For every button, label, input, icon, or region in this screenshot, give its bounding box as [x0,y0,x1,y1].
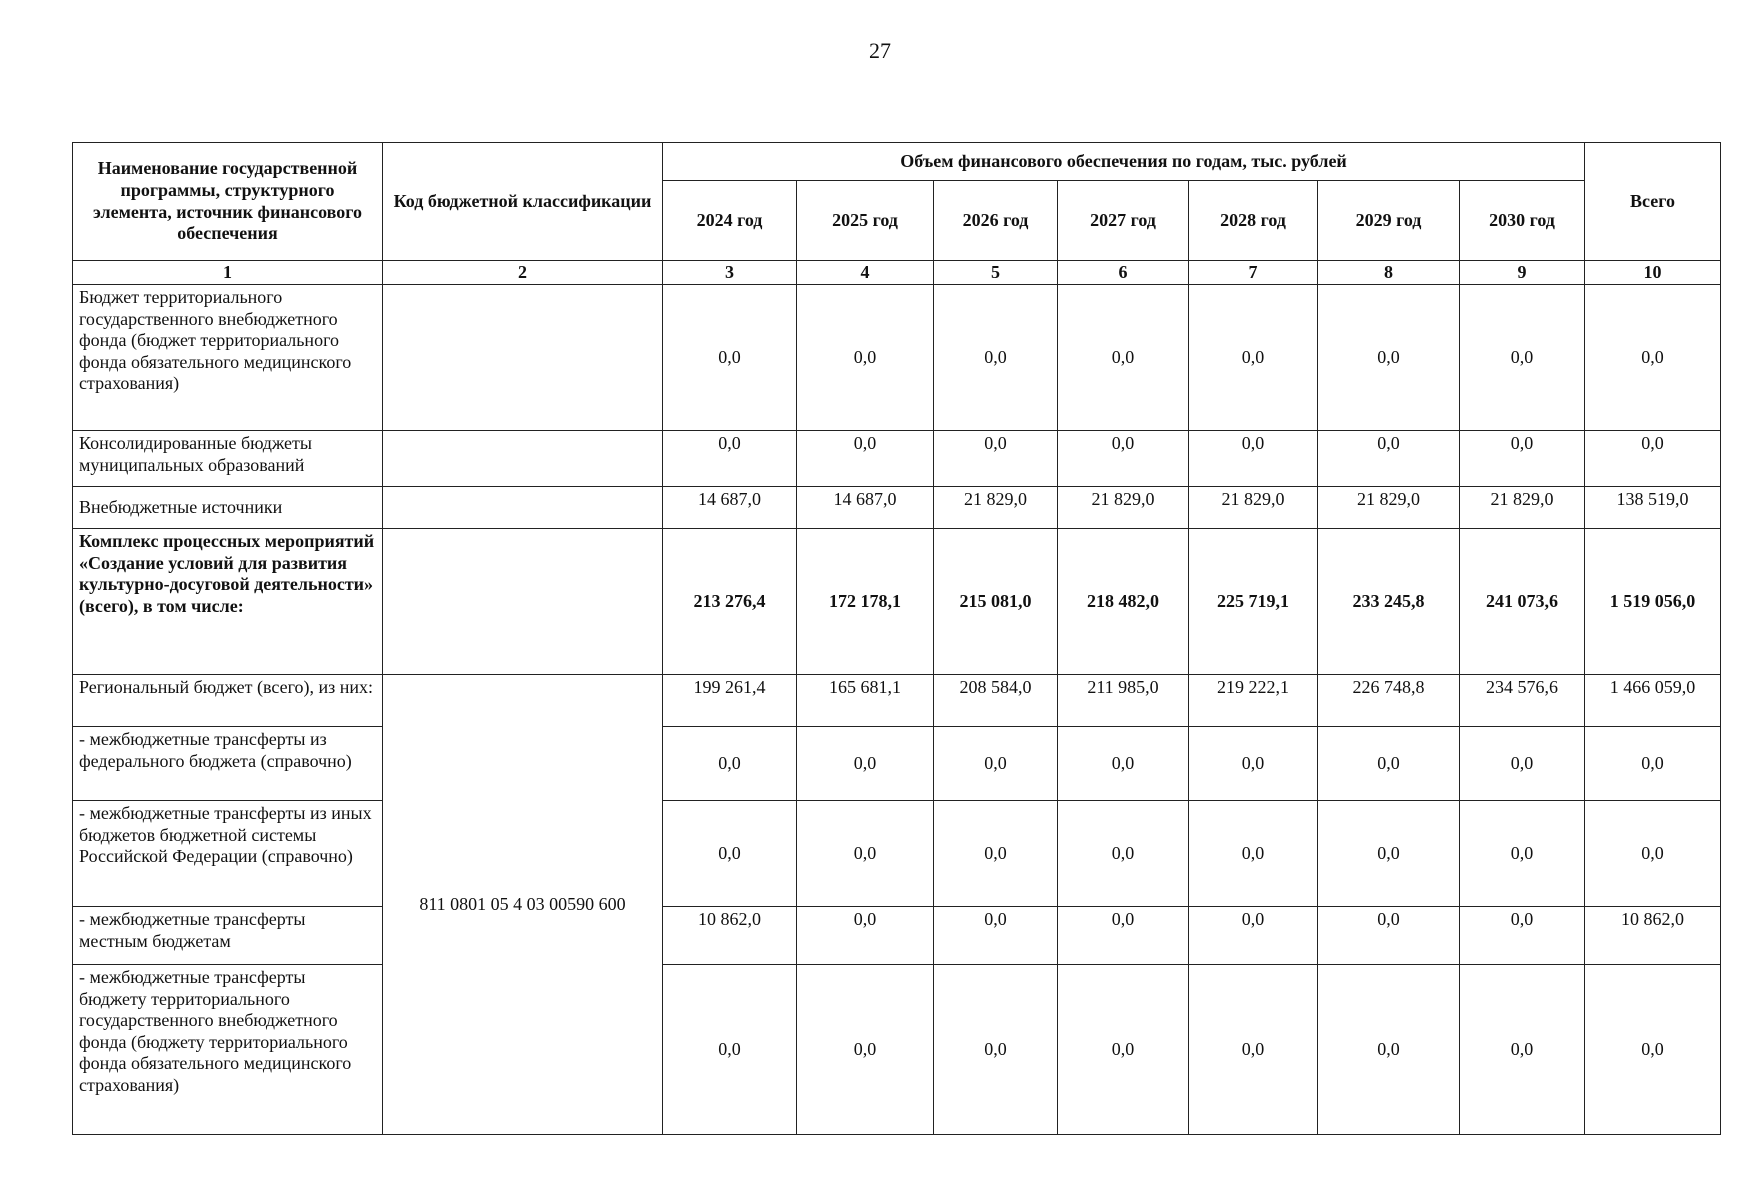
row-value: 0,0 [934,727,1058,801]
header-year: 2027 год [1058,181,1189,261]
table-row [73,907,1721,965]
row-value: 21 829,0 [1460,487,1585,529]
row-value: 234 576,6 [1460,675,1585,727]
row-value: 0,0 [1585,965,1721,1135]
row-value: 0,0 [1058,965,1189,1135]
column-number: 8 [1318,261,1460,285]
row-value: 0,0 [1189,727,1318,801]
row-value: 0,0 [934,907,1058,965]
row-name: - межбюджетные трансферты из федерального бюджета (справочно) [73,727,383,801]
table-row [73,801,1721,907]
row-value: 241 073,6 [1460,529,1585,675]
row-value: 0,0 [934,801,1058,907]
table-row [73,965,1721,1135]
row-value: 0,0 [1460,727,1585,801]
table-row [73,487,1721,529]
row-value: 0,0 [797,727,934,801]
row-name: Бюджет территориального государственного внебюджетного фонда (бюджет территориального фонда обязательного медицинского страхования) [73,285,383,431]
row-code [383,431,663,487]
row-value: 0,0 [934,965,1058,1135]
header-total: Всего [1585,143,1721,261]
row-value: 0,0 [1585,285,1721,431]
row-value: 0,0 [797,907,934,965]
row-value: 10 862,0 [1585,907,1721,965]
row-value: 0,0 [1058,727,1189,801]
row-value: 213 276,4 [663,529,797,675]
row-value: 0,0 [1189,431,1318,487]
row-value: 10 862,0 [663,907,797,965]
row-value: 1 519 056,0 [1585,529,1721,675]
row-value: 0,0 [1058,801,1189,907]
column-number: 2 [383,261,663,285]
table-row [73,675,1721,727]
row-value: 0,0 [1189,907,1318,965]
row-value: 1 466 059,0 [1585,675,1721,727]
row-value: 0,0 [663,727,797,801]
row-value: 0,0 [1318,801,1460,907]
row-value: 0,0 [1460,907,1585,965]
page-number: 27 [869,38,891,63]
header-year: 2025 год [797,181,934,261]
header-name: Наименование государственной программы, структурного элемента, источник финансового обеспечения [73,143,383,261]
column-number: 6 [1058,261,1189,285]
row-value: 0,0 [1058,907,1189,965]
row-value: 0,0 [797,431,934,487]
row-value: 0,0 [1318,285,1460,431]
header-year: 2024 год [663,181,797,261]
row-name: - межбюджетные трансферты из иных бюджетов бюджетной системы Российской Федерации (справочно) [73,801,383,907]
row-value: 0,0 [1585,727,1721,801]
row-value: 14 687,0 [797,487,934,529]
column-number: 1 [73,261,383,285]
row-name: Внебюджетные источники [73,487,383,529]
row-value: 0,0 [663,431,797,487]
row-value: 0,0 [1460,801,1585,907]
row-value: 0,0 [1318,965,1460,1135]
row-code [383,487,663,529]
row-value: 0,0 [1460,431,1585,487]
row-value: 21 829,0 [1318,487,1460,529]
row-value: 211 985,0 [1058,675,1189,727]
row-name: Комплекс процессных мероприятий «Создание условий для развития культурно-досуговой деятельности» (всего), в том числе: [73,529,383,675]
row-value: 0,0 [1189,965,1318,1135]
row-value: 14 687,0 [663,487,797,529]
column-number: 5 [934,261,1058,285]
row-value: 0,0 [663,801,797,907]
column-number: 4 [797,261,934,285]
row-value: 0,0 [1058,285,1189,431]
row-value: 138 519,0 [1585,487,1721,529]
column-number: 10 [1585,261,1721,285]
row-code [383,529,663,675]
row-value: 0,0 [663,285,797,431]
row-value: 0,0 [1318,727,1460,801]
header-year: 2030 год [1460,181,1585,261]
row-value: 0,0 [797,801,934,907]
table-row [73,431,1721,487]
row-value: 225 719,1 [1189,529,1318,675]
row-value: 0,0 [1585,431,1721,487]
row-name: - межбюджетные трансферты бюджету территориального государственного внебюджетного фонда (бюджету территориального фонда обязательного медицинского страхования) [73,965,383,1135]
row-value: 219 222,1 [1189,675,1318,727]
column-number: 7 [1189,261,1318,285]
row-value: 21 829,0 [1058,487,1189,529]
row-value: 0,0 [1460,965,1585,1135]
row-value: 0,0 [1189,801,1318,907]
financing-table [72,142,1721,1135]
row-value: 0,0 [1460,285,1585,431]
row-name: Региональный бюджет (всего), из них: [73,675,383,727]
row-name: - межбюджетные трансферты местным бюджетам [73,907,383,965]
row-value: 0,0 [797,965,934,1135]
row-value: 21 829,0 [934,487,1058,529]
row-value: 0,0 [934,285,1058,431]
row-value: 0,0 [934,431,1058,487]
header-year: 2028 год [1189,181,1318,261]
header-year: 2029 год [1318,181,1460,261]
row-value: 0,0 [797,285,934,431]
row-name: Консолидированные бюджеты муниципальных образований [73,431,383,487]
header-code: Код бюджетной классификации [383,143,663,261]
header-year: 2026 год [934,181,1058,261]
row-value: 21 829,0 [1189,487,1318,529]
row-value: 172 178,1 [797,529,934,675]
row-value: 0,0 [1585,801,1721,907]
row-value: 233 245,8 [1318,529,1460,675]
header-volume: Объем финансового обеспечения по годам, тыс. рублей [663,143,1585,181]
row-value: 199 261,4 [663,675,797,727]
row-value: 0,0 [1318,907,1460,965]
column-numbers-row [73,261,1721,285]
row-value: 0,0 [1189,285,1318,431]
row-value: 215 081,0 [934,529,1058,675]
budget-code-merged: 811 0801 05 4 03 00590 600 [383,675,663,1135]
row-value: 165 681,1 [797,675,934,727]
table-row [73,285,1721,431]
row-code [383,285,663,431]
row-value: 226 748,8 [1318,675,1460,727]
table-row [73,529,1721,675]
table-row [73,727,1721,801]
row-value: 0,0 [1318,431,1460,487]
row-value: 218 482,0 [1058,529,1189,675]
column-number: 9 [1460,261,1585,285]
column-number: 3 [663,261,797,285]
row-value: 208 584,0 [934,675,1058,727]
row-value: 0,0 [663,965,797,1135]
row-value: 0,0 [1058,431,1189,487]
